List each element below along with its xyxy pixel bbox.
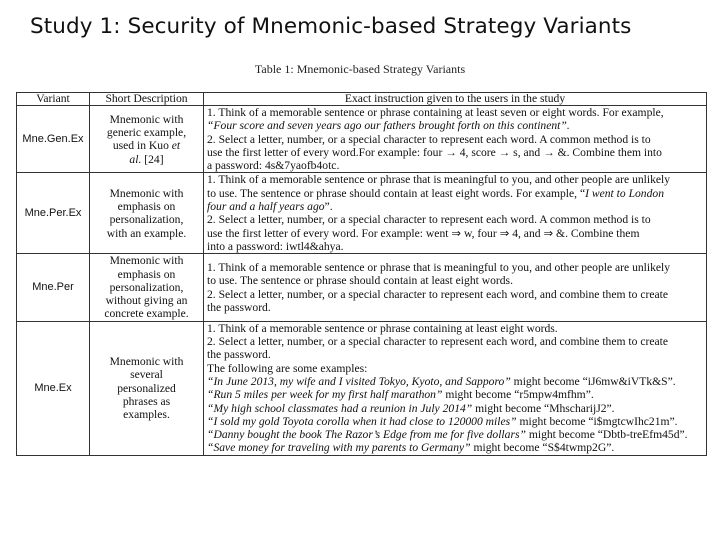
instruction-line: The following are some examples:	[207, 361, 368, 375]
instruction-cell	[204, 106, 707, 173]
example-phrase: “Save money for traveling with my parents to Germany”	[207, 441, 471, 455]
instruction-line: to use. The sentence or phrase should contain at least eight words.	[207, 274, 513, 288]
description-cell	[90, 106, 204, 173]
description-line: personalized	[117, 381, 176, 395]
description-line: generic example,	[106, 125, 187, 139]
description-italic: al.	[129, 152, 142, 166]
instruction-line: use the first letter of every word. For example: went ⇒ w, four ⇒ 4, and ⇒ &. Combine them	[207, 226, 640, 240]
instruction-line: into a password: iwtl4&ahya.	[207, 239, 344, 253]
instruction-line: 1. Think of a memorable sentence or phrase that is meaningful to you, and other people are unlikely	[207, 260, 671, 274]
instruction-cell	[204, 173, 707, 254]
table-row	[17, 173, 707, 254]
instruction-line: a password: 4s&7yaofb4otc.	[207, 159, 340, 173]
strategy-table	[16, 92, 707, 456]
header-instruction: Exact instruction given to the users in the study	[204, 93, 707, 106]
example-item	[207, 441, 703, 454]
table-caption	[0, 62, 720, 77]
instruction-cell	[204, 321, 707, 455]
header-short-description: Short Description	[90, 93, 204, 106]
example-result: might become “i$mgtcwIhc21m”.	[516, 414, 678, 428]
instruction-line: the password.	[207, 348, 271, 362]
instruction-line: 1. Think of a memorable sentence or phrase containing at least seven or eight words. For example,	[207, 106, 664, 119]
example-result: might become “MhscharijJ2”.	[472, 401, 615, 415]
description-line: without giving an	[105, 294, 188, 308]
table-header-row	[17, 93, 707, 106]
caption-label: Table 1:	[254, 62, 294, 76]
instruction-line: ”.	[324, 200, 333, 214]
description-line: emphasis on	[117, 200, 176, 214]
instruction-line: 1. Think of a memorable sentence or phrase containing at least eight words.	[207, 321, 558, 335]
example-item	[207, 428, 703, 441]
description-line: concrete example.	[104, 307, 189, 321]
description-line: personalization,	[109, 280, 184, 294]
example-result: might become “Dbtb-treEfm45d”.	[525, 428, 688, 442]
description-line: with an example.	[106, 226, 187, 240]
variant-cell: Mne.Gen.Ex	[17, 106, 90, 173]
instruction-line: the password.	[207, 300, 271, 314]
header-variant: Variant	[17, 93, 90, 106]
example-item	[207, 375, 703, 388]
example-phrase: “My high school classmates had a reunion in July 2014”	[207, 401, 473, 415]
table-row	[17, 321, 707, 455]
instruction-line: 2. Select a letter, number, or a special character to represent each word. A common method is to	[207, 132, 651, 146]
instruction-line: use the first letter of every word.For example: four → 4, score → s, and → &. Combine them into	[207, 145, 662, 159]
description-cell	[90, 173, 204, 254]
example-item	[207, 388, 703, 401]
example-phrase: “Run 5 miles per week for my first half marathon”	[207, 388, 443, 402]
table-row	[17, 254, 707, 321]
description-line: Mnemonic with	[109, 112, 184, 126]
description-line: personalization,	[109, 213, 184, 227]
description-line: Mnemonic with	[109, 186, 184, 200]
example-item	[207, 402, 703, 415]
example-phrase: “I sold my gold Toyota corolla when it had close to 120000 miles”	[207, 414, 517, 428]
slide-title: Study 1: Security of Mnemonic-based Strategy Variants	[30, 14, 632, 39]
instruction-line: “Four score and seven years ago our fathers brought forth on this continent”.	[207, 119, 570, 133]
variant-cell: Mne.Per.Ex	[17, 173, 90, 254]
description-cell	[90, 321, 204, 455]
table-row	[17, 106, 707, 173]
description-line: used in Kuo	[112, 139, 172, 153]
variant-cell: Mne.Per	[17, 254, 90, 321]
description-cell	[90, 254, 204, 321]
example-result: might become “S$4twmp2G”.	[470, 441, 615, 455]
example-result: might become “r5mpw4mfhm”.	[442, 388, 594, 402]
example-phrase: “In June 2013, my wife and I visited Tokyo, Kyoto, and Sapporo”	[207, 374, 511, 388]
instruction-line: 2. Select a letter, number, or a special character to represent each word, and combine them to create	[207, 335, 668, 349]
description-line: phrases as	[122, 394, 171, 408]
instruction-italic: I went to London	[585, 186, 664, 200]
instruction-italic: four and a half years ago	[207, 200, 325, 214]
description-line: examples.	[123, 408, 170, 422]
description-line: Mnemonic with	[109, 354, 184, 368]
example-result: might become “iJ6mw&iVTk&S”.	[510, 374, 676, 388]
caption-text: Mnemonic-based Strategy Variants	[296, 62, 466, 76]
instruction-cell	[204, 254, 707, 321]
description-italic: et	[171, 139, 181, 153]
description-line: emphasis on	[117, 267, 176, 281]
instruction-line: 2. Select a letter, number, or a special character to represent each word. A common method is to	[207, 213, 651, 227]
example-item	[207, 415, 703, 428]
description-line: [24]	[141, 152, 164, 166]
instruction-line: to use. The sentence or phrase should contain at least eight words. For example, “	[207, 186, 586, 200]
description-line: several	[130, 368, 163, 382]
description-line: Mnemonic with	[109, 254, 184, 268]
instruction-line: 1. Think of a memorable sentence or phrase that is meaningful to you, and other people are unlikely	[207, 173, 671, 187]
instruction-line: 2. Select a letter, number, or a special character to represent each word, and combine them to create	[207, 287, 668, 301]
variant-cell: Mne.Ex	[17, 321, 90, 455]
example-phrase: “Danny bought the book The Razor’s Edge from me for five dollars”	[207, 428, 526, 442]
